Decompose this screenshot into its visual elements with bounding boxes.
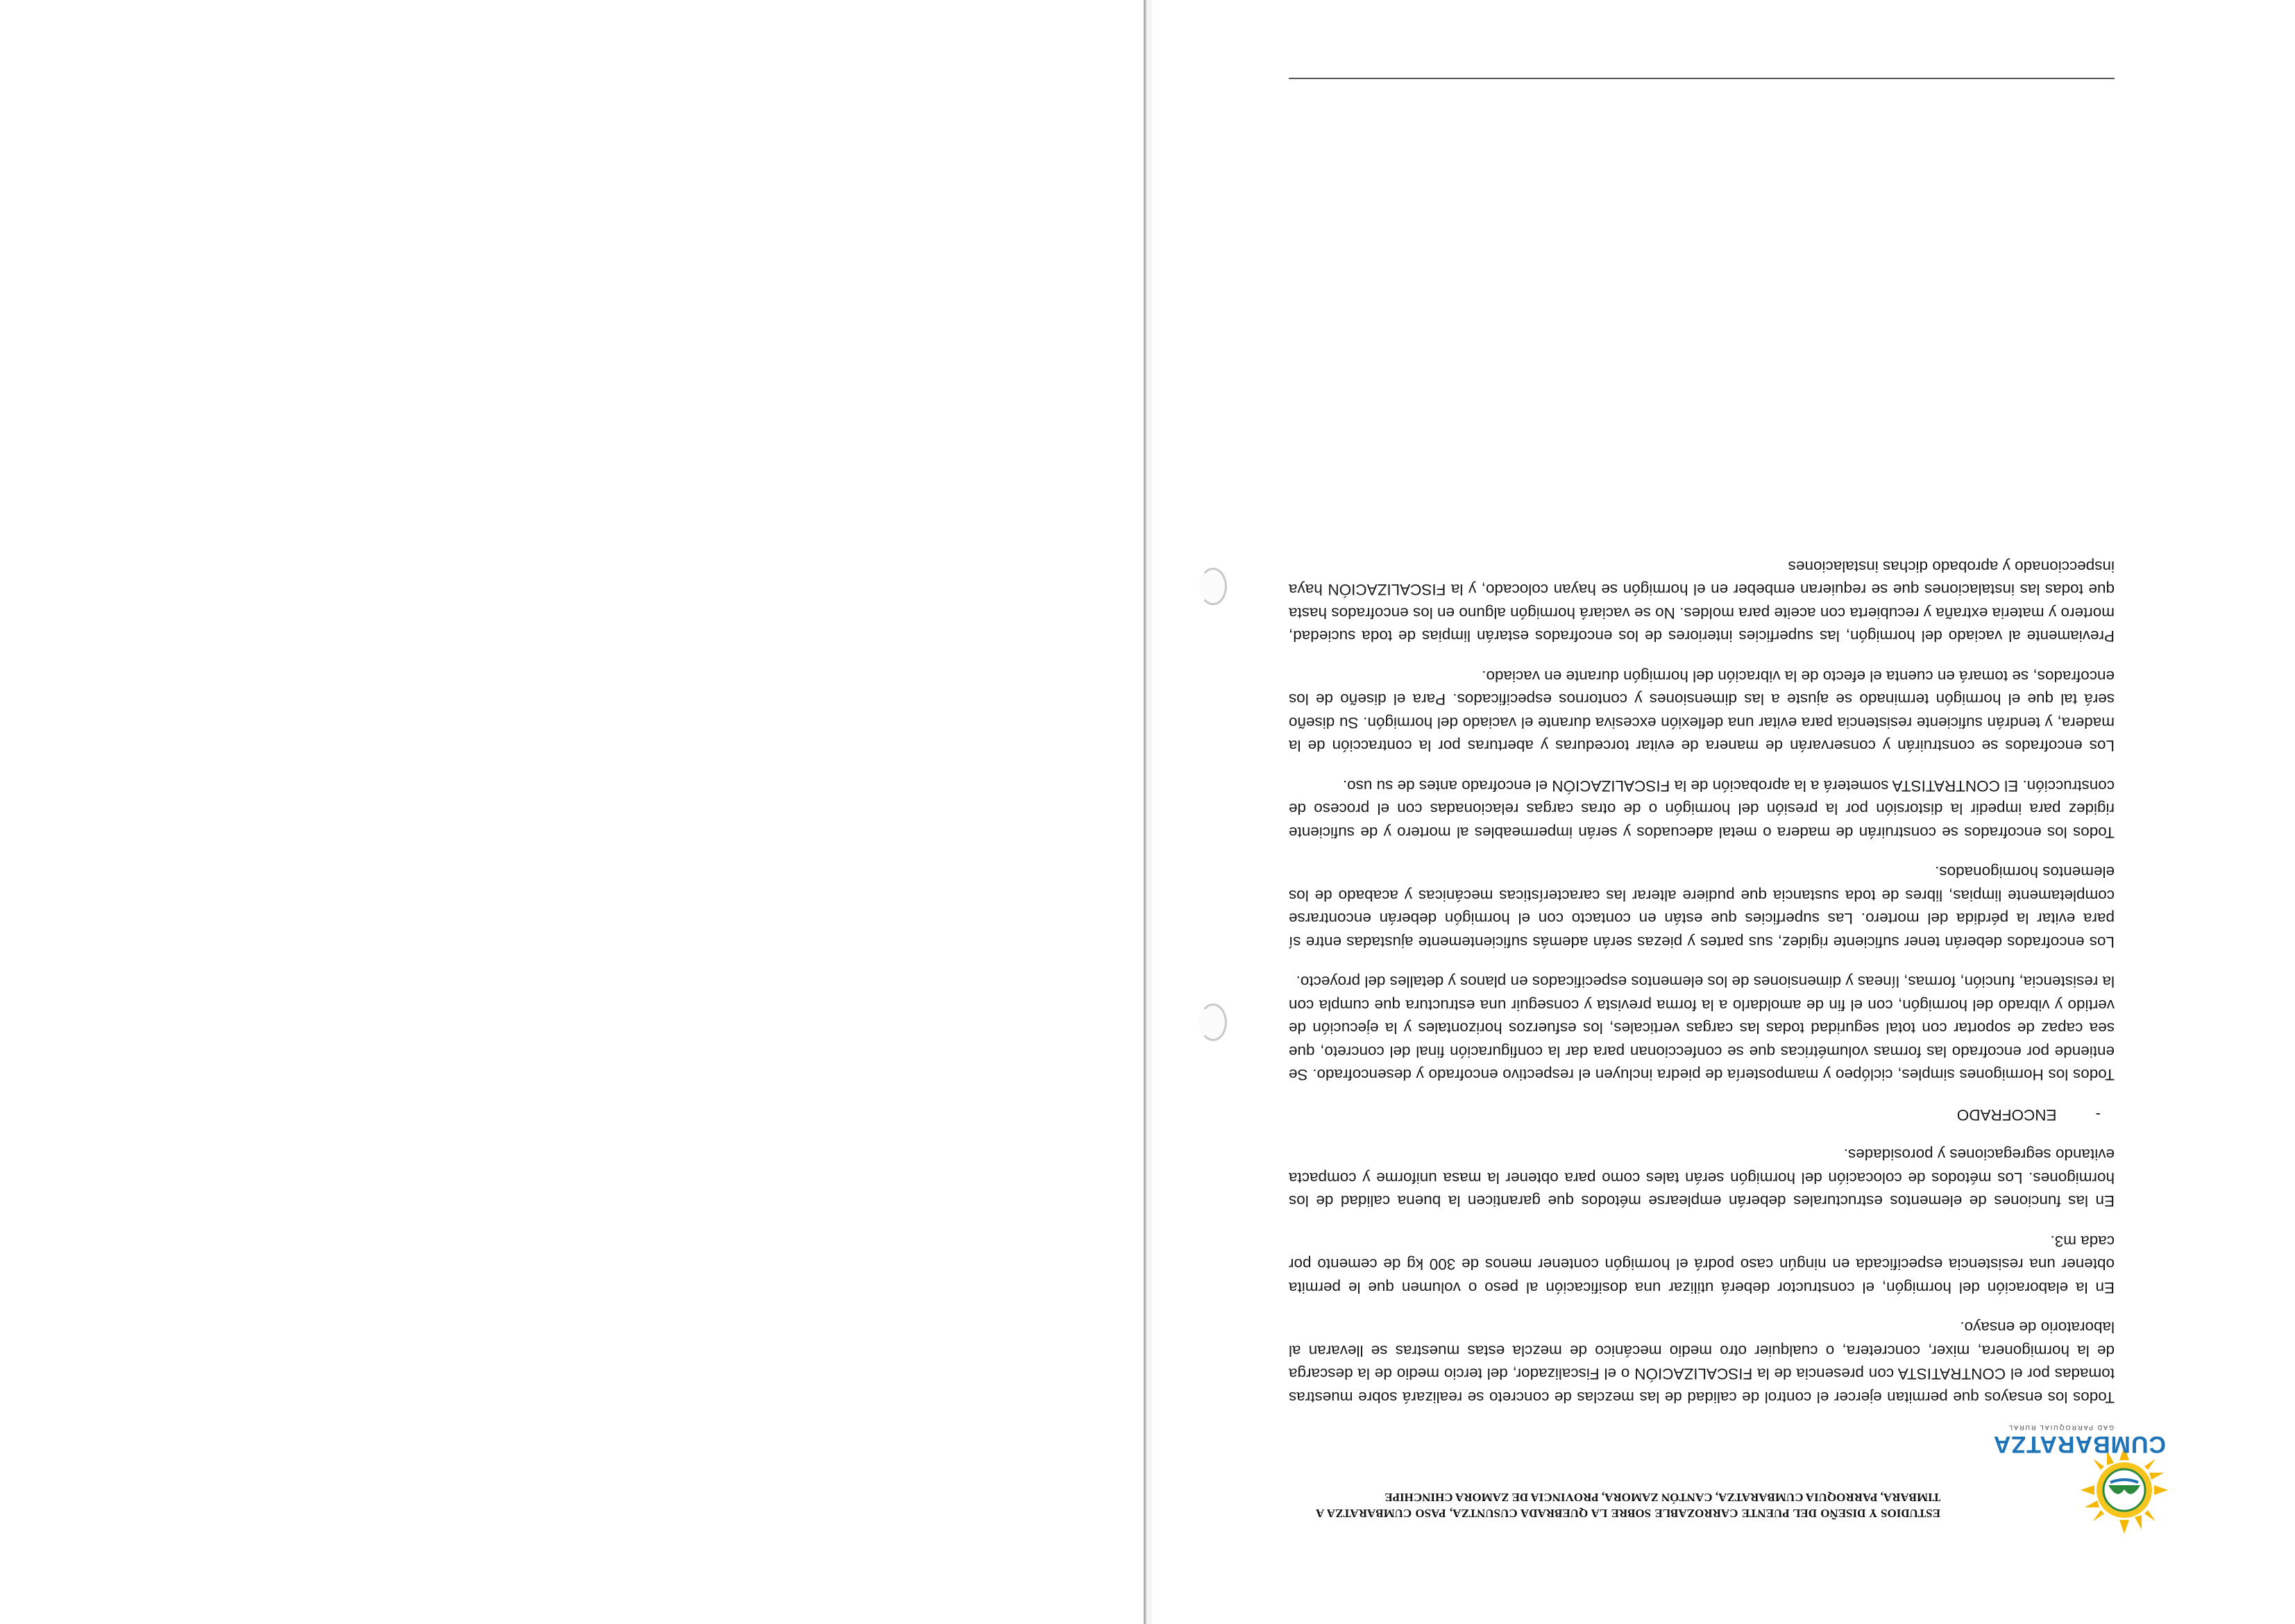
section-dash: - — [2095, 1106, 2101, 1124]
rotated-content — [1152, 0, 2295, 1624]
blank-left-page — [0, 0, 1144, 1624]
paragraph-colocacion: En las funciones de elementos estructurales deberán emplearse métodos que garanticen la buena calidad de los hormigones. Los métodos de colocación del hormigón serán tales como para obtener la masa uniforme y compacta evitando segregaciones y porosidades. — [1289, 1146, 2115, 1210]
document-header — [1316, 1424, 2169, 1535]
paragraph-limpieza: Previamente al vaciado del hormigón, las superficies interiores de los encofrados estarán limpias de toda suciedad, mortero y materia extraña y recubierta con aceite para moldes. No se vaciará hormigón alguno en los encofrados hasta que todas las instalaciones que se requieran embeber en el hormigón se hayan colocado, y la FISCALIZACIÓN haya inspeccionado y aprobado dichas instalaciones — [1289, 558, 2115, 645]
paragraph-encofrado-definicion: Todos los Hormigones simples, ciclópeo y mampostería de piedra incluyen el respectivo encofrado y desencofrado. Se entiende por encofrado las formas volumétricas que se confeccionan para dar la configuración final del concreto, que sea capaz de soportar con total seguridad todas las cargas verticales, los esfuerzos horizontales y la ejecución de vertido y vibrado del hormigón, con el fin de amoldarlo a la forma prevista y conseguir una estructura que cumpla con la resistencia, función, formas, líneas y dimensiones de los elementos especificados en planos y detalles del proyecto. — [1289, 973, 2115, 1084]
paragraph-ensayos: Todos los ensayos que permitan ejercer el control de calidad de las mezclas de concreto se realizará sobre muestras tomadas por el CONTRATISTA con presencia de la FISCALIZACIÓN o el Fiscalizador, del tercio medio de la descarga de la hormigonera, mixer, concretera, o cualquier otro medio mecánico de mezcla estas muestras se llevaran al laboratorio de ensayo. — [1289, 1319, 2115, 1406]
paragraph-rigidez: Los encofrados deberán tener suficiente rigidez, sus partes y piezas serán además suficientemente ajustadas entre sí para evitar la pérdida del mortero. Las superficies que están en contacto con el hormigón deberán encontrarse completamente limpias, libres de toda sustancia que pudiere alterar las características mecánicas y acabado de los elementos hormigonados. — [1289, 863, 2115, 951]
paragraph-construccion: Los encofrados se construirán y conservarán de manera de evitar torceduras y aberturas por la contracción de la madera, y tendrán suficiente resistencia para evitar una deflexión excesiva durante el vaciado del hormigón. Su diseño será tal que el hormigón terminado se ajuste a las dimensiones y contornos especificados. Para el diseño de los encofrados, se tomará en cuenta el efecto de la vibración del hormigón durante en vaciado. — [1289, 668, 2115, 755]
paragraph-materiales: Todos los encofrados se construirán de madera o metal adecuados y serán impermeables al mortero y de suficiente rigidez para impedir la distorsión por la presión del hormigón o de otras cargas relacionadas con el proceso de construcción. El CONTRATISTA someterá a la aprobación de la FISCALIZACIÓN el encofrado antes de su uso. — [1289, 777, 2115, 841]
section-title-encofrado: ENCOFRADO — [1956, 1106, 2057, 1124]
paragraph-dosificacion: En la elaboración del hormigón, el constructor deberá utilizar una dosificación al peso o volumen que le permita obtener una resistencia especificada en ningún caso podrá el hormigón contener menos de 300 kg de cemento por cada m3. — [1289, 1233, 2115, 1296]
cumbaratza-sun-logo-icon — [2079, 1445, 2169, 1535]
logo-subtitle: GAD PARROQUIAL RURAL — [2007, 1424, 2114, 1431]
logo-wordmark: CUMBARATZA — [1992, 1431, 2166, 1457]
footer-rule — [1289, 78, 2115, 79]
project-title: ESTUDIOS Y DISEÑO DEL PUENTE CARROZABLE SOBRE LA QUEBRADA CUSUNTZA, PASO CUMBARATZA A TIMBARA, PARROQUIA CUMBARATZA, CANTÓN ZAMORA, PROVINCIA DE ZAMORA CHINCHIPE — [1316, 1491, 1940, 1520]
scanned-page — [1152, 0, 2295, 1624]
document-body — [1289, 539, 2115, 1410]
section-heading — [1289, 1103, 2115, 1127]
